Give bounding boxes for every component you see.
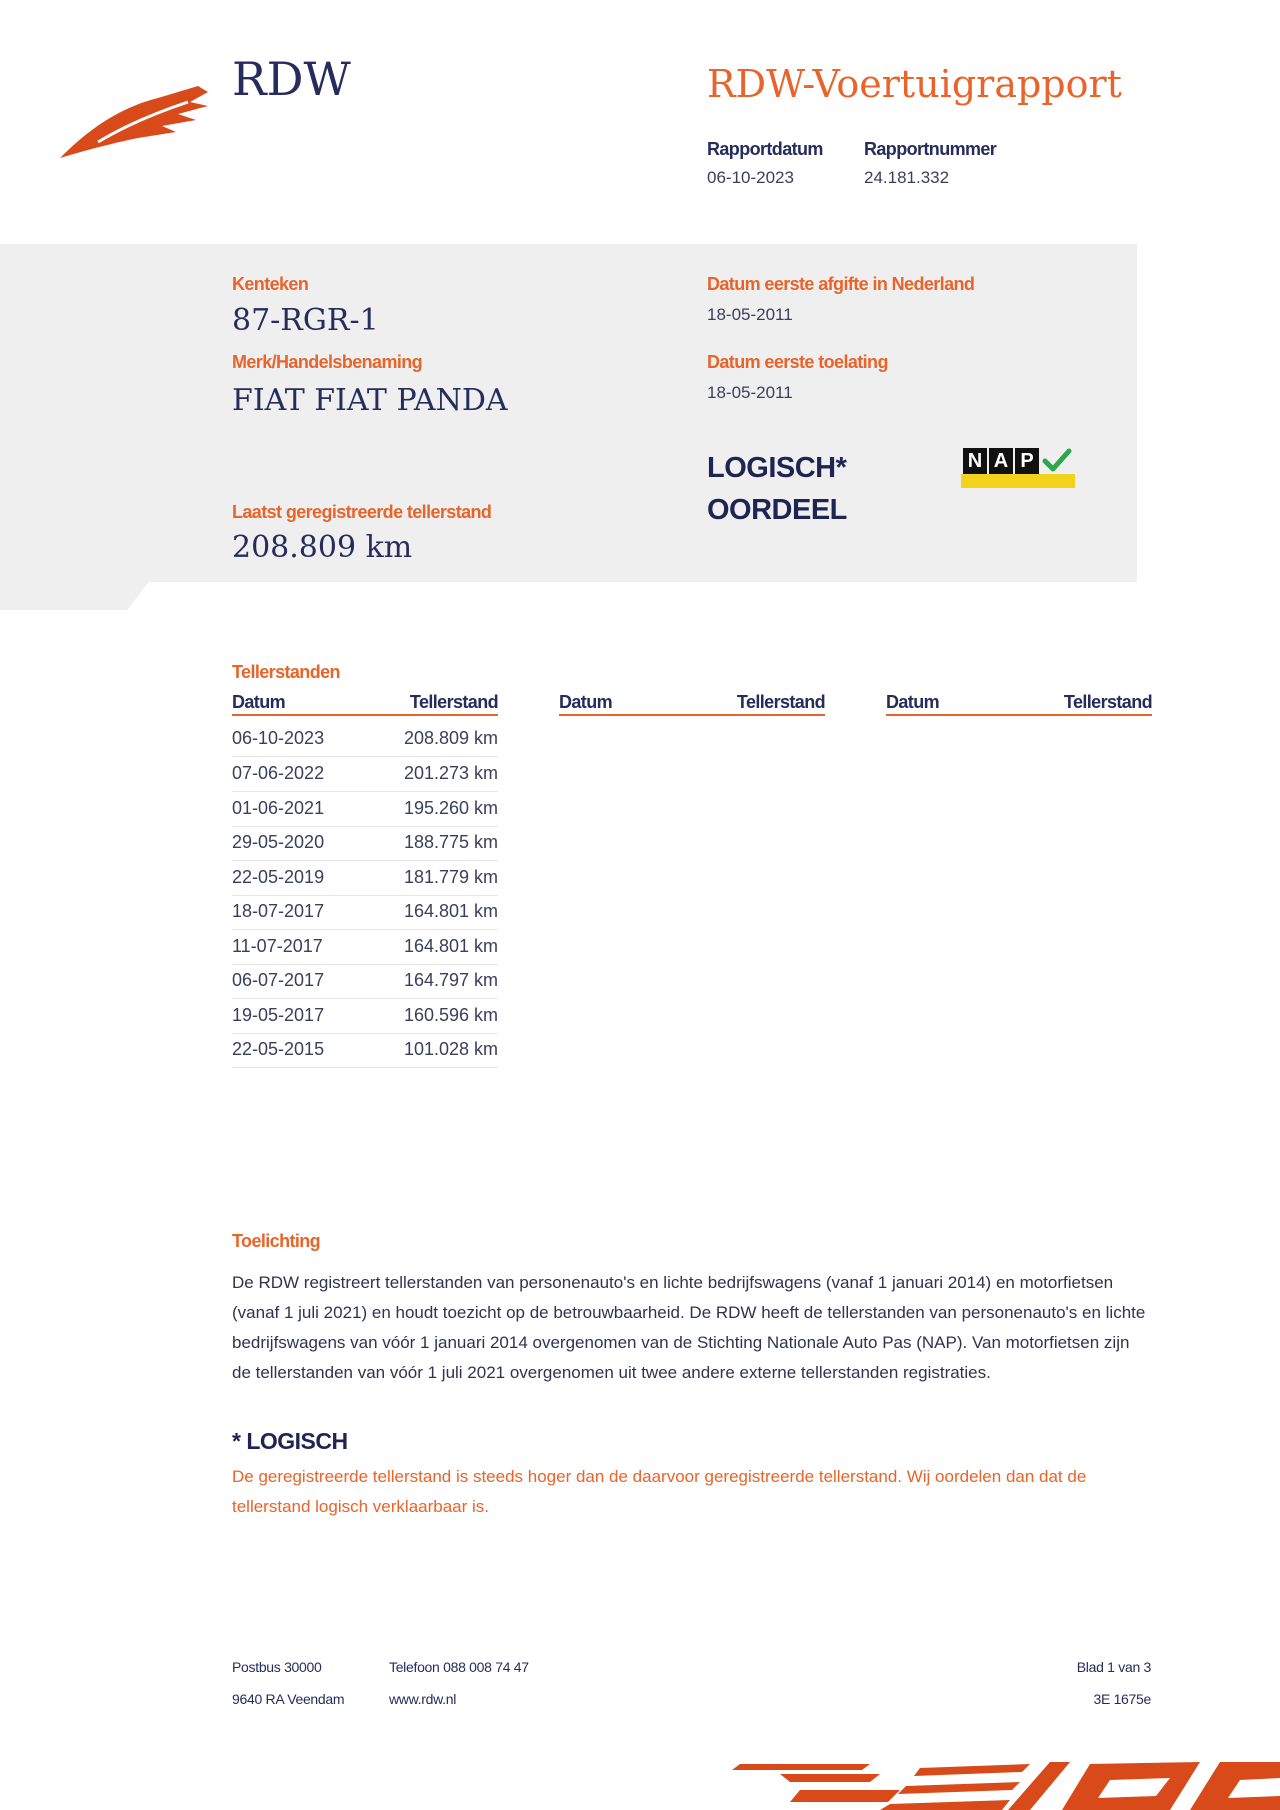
report-title: RDW-Voertuigrapport: [707, 62, 1122, 106]
row-km: 164.797 km: [403, 970, 498, 990]
row-km: 101.028 km: [403, 1039, 498, 1059]
row-km: 208.809 km: [403, 728, 498, 748]
nap-letter-p: P: [1015, 448, 1039, 474]
col-reading-header-3: Tellerstand: [1063, 692, 1152, 712]
table-row: [232, 792, 498, 827]
explanation-title: Toelichting: [232, 1231, 321, 1251]
row-date: 29-05-2020: [232, 832, 325, 852]
row-date: 06-07-2017: [232, 970, 325, 990]
report-number-label: Rapportnummer: [864, 139, 997, 159]
row-date: 11-07-2017: [232, 936, 323, 956]
table-row: [232, 757, 498, 792]
row-km: 164.801 km: [403, 936, 498, 956]
footer-doc-code: 3E 1675e: [1093, 1691, 1151, 1707]
footer-page-number: Blad 1 van 3: [1076, 1659, 1151, 1675]
table-row: [232, 861, 498, 896]
nap-letter-a: A: [989, 448, 1013, 474]
nap-badge: [961, 446, 1075, 488]
table-row: [232, 999, 498, 1034]
row-km: 188.775 km: [403, 832, 498, 852]
panel-decoration: [0, 580, 150, 610]
row-km: 195.260 km: [403, 798, 498, 818]
row-date: 07-06-2022: [232, 763, 325, 783]
first-issue-nl-label: Datum eerste afgifte in Nederland: [707, 274, 975, 294]
footer-stripes-decoration: [730, 1756, 1280, 1810]
plate-value: 87-RGR-1: [232, 303, 379, 338]
logisch-heading: * LOGISCH: [232, 1428, 348, 1454]
row-date: 19-05-2017: [232, 1005, 325, 1025]
nap-badge-yellow-bar: [961, 474, 1075, 488]
nap-letter-n: N: [963, 448, 987, 474]
col-reading-header-1: Tellerstand: [409, 692, 498, 712]
row-km: 164.801 km: [403, 901, 498, 921]
header-underline-3: [886, 714, 1152, 716]
row-date: 06-10-2023: [232, 728, 325, 748]
report-date: 06-10-2023: [707, 168, 794, 187]
report-date-label: Rapportdatum: [707, 139, 823, 159]
row-date: 22-05-2019: [232, 867, 325, 887]
row-date: 18-07-2017: [232, 901, 325, 921]
row-date: 01-06-2021: [232, 798, 325, 818]
footer-address: 9640 RA Veendam: [232, 1691, 345, 1707]
first-issue-nl-value: 18-05-2011: [707, 305, 793, 324]
footer-website-link[interactable]: www.rdw.nl: [389, 1691, 457, 1707]
table-row: [232, 895, 498, 930]
col-date-header-2: Datum: [559, 692, 613, 712]
table-row: [232, 826, 498, 861]
explanation-text: De RDW registreert tellerstanden van personenauto's en lichte bedrijfswagens (vanaf 1 januari 2014) en motorfietsen (vanaf 1 juli 2021) en houdt toezicht op de betrouwbaarheid. De RDW heeft de tellerstanden van personenauto's en lichte bedrijfswagens van vóór 1 januari 2014 overgenomen van de Stichting Nationale Auto Pas (NAP). Van motorfietsen zijn de tellerstanden van vóór 1 juli 2021 overgenomen uit twee andere externe tellerstanden registraties.: [232, 1273, 1146, 1382]
col-reading-header-2: Tellerstand: [736, 692, 825, 712]
verdict-line2: OORDEEL: [707, 494, 847, 526]
odometer-section-title: Tellerstanden: [232, 662, 340, 682]
table-row: [232, 722, 498, 757]
last-odometer-label: Laatst geregistreerde tellerstand: [232, 502, 492, 522]
footer-postbus: Postbus 30000: [232, 1659, 322, 1675]
check-icon: [1041, 446, 1073, 476]
row-km: 201.273 km: [403, 763, 498, 783]
last-odometer-value: 208.809 km: [232, 530, 413, 565]
col-date-header-3: Datum: [886, 692, 940, 712]
brand-label: Merk/Handelsbenaming: [232, 352, 423, 372]
plate-label: Kenteken: [232, 274, 309, 294]
row-km: 181.779 km: [403, 867, 498, 887]
rdw-logo-icon: [58, 80, 208, 162]
logisch-text: De geregistreerde tellerstand is steeds hoger dan de daarvoor geregistreerde tellerstand. Wij oordelen dan dat de tellerstand logisch verklaarbaar is.: [232, 1467, 1087, 1516]
header-underline-1: [232, 714, 498, 716]
header-underline-2: [559, 714, 825, 716]
first-admission-label: Datum eerste toelating: [707, 352, 888, 372]
rdw-logo-text: RDW: [232, 52, 351, 106]
verdict-line1: LOGISCH*: [707, 452, 847, 484]
first-admission-value: 18-05-2011: [707, 383, 793, 402]
table-row: [232, 964, 498, 999]
footer-phone: Telefoon 088 008 74 47: [389, 1659, 529, 1675]
brand-value: FIAT FIAT PANDA: [232, 383, 508, 418]
row-date: 22-05-2015: [232, 1039, 325, 1059]
row-km: 160.596 km: [403, 1005, 498, 1025]
col-date-header-1: Datum: [232, 692, 286, 712]
table-row: [232, 930, 498, 965]
table-row: [232, 1033, 498, 1068]
report-number: 24.181.332: [864, 168, 950, 187]
